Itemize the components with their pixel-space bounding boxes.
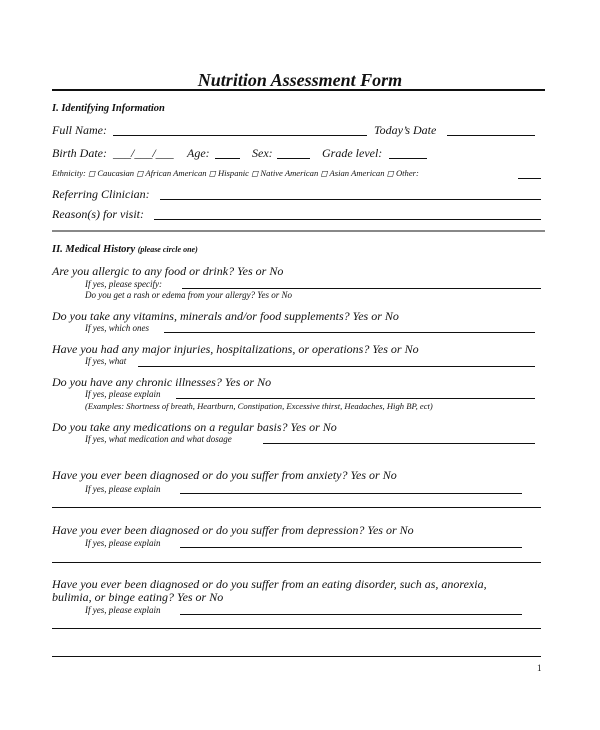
answer-field[interactable] bbox=[180, 493, 522, 494]
birth-date-field[interactable]: ___/___/___ bbox=[113, 146, 174, 160]
answer-field[interactable] bbox=[180, 614, 522, 615]
question-followup: If yes, please explain bbox=[85, 538, 161, 548]
sex-field[interactable] bbox=[277, 158, 310, 159]
reason-field[interactable] bbox=[154, 219, 541, 220]
reason-label: Reason(s) for visit: bbox=[52, 207, 144, 221]
question: Do you have any chronic illnesses? Yes or No bbox=[52, 375, 272, 389]
grade-field[interactable] bbox=[389, 158, 427, 159]
question: Are you allergic to any food or drink? Yes or No bbox=[52, 264, 284, 278]
section-heading: II. Medical History (please circle one) bbox=[52, 244, 198, 255]
question-extra: Do you get a rash or edema from your allergy? Yes or No bbox=[85, 290, 292, 300]
full-name-label: Full Name: bbox=[52, 123, 107, 137]
question: Have you ever been diagnosed or do you suffer from anxiety? Yes or No bbox=[52, 468, 397, 482]
answer-field[interactable] bbox=[52, 562, 541, 563]
question: Do you take any vitamins, minerals and/or food supplements? Yes or No bbox=[52, 309, 399, 323]
todays-date-field[interactable] bbox=[447, 135, 535, 136]
question: Have you had any major injuries, hospitalizations, or operations? Yes or No bbox=[52, 342, 419, 356]
page-title: Nutrition Assessment Form bbox=[197, 70, 403, 90]
page-number: 1 bbox=[537, 663, 542, 673]
divider bbox=[52, 230, 545, 232]
question-followup: If yes, what medication and what dosage bbox=[85, 434, 232, 444]
clinician-label: Referring Clinician: bbox=[52, 187, 150, 201]
question-followup: If yes, please explain bbox=[85, 605, 161, 615]
question-extra: (Examples: Shortness of breath, Heartburn, Constipation, Excessive thirst, Headaches, High BP, ect) bbox=[85, 401, 433, 411]
age-field[interactable] bbox=[215, 158, 240, 159]
question-followup: If yes, which ones bbox=[85, 323, 149, 333]
full-name-field[interactable] bbox=[113, 135, 367, 136]
birth-date-label: Birth Date: bbox=[52, 146, 107, 160]
ethnicity-other-field[interactable] bbox=[518, 178, 541, 179]
question-followup: If yes, please explain bbox=[85, 389, 161, 399]
answer-field[interactable] bbox=[52, 507, 541, 508]
answer-field[interactable] bbox=[180, 547, 522, 548]
todays-date-label: Today’s Date bbox=[374, 123, 437, 137]
question-followup: If yes, what bbox=[85, 356, 127, 366]
grade-label: Grade level: bbox=[322, 146, 383, 160]
answer-field[interactable] bbox=[263, 443, 535, 444]
answer-field[interactable] bbox=[52, 628, 541, 629]
question-followup: If yes, please explain bbox=[85, 484, 161, 494]
age-label: Age: bbox=[187, 146, 210, 160]
answer-field[interactable] bbox=[176, 398, 535, 399]
question: Do you take any medications on a regular basis? Yes or No bbox=[52, 420, 337, 434]
divider bbox=[52, 89, 545, 91]
answer-field[interactable] bbox=[182, 288, 541, 289]
answer-field[interactable] bbox=[138, 366, 535, 367]
section-heading: I. Identifying Information bbox=[52, 103, 165, 114]
answer-field[interactable] bbox=[164, 332, 535, 333]
question: Have you ever been diagnosed or do you suffer from depression? Yes or No bbox=[52, 523, 414, 537]
clinician-field[interactable] bbox=[160, 199, 541, 200]
ethnicity-options[interactable]: Ethnicity: ◻ Caucasian ◻ African American ◻ Hispanic ◻ Native American ◻ Asian American ◻ Other: bbox=[52, 168, 419, 178]
question: Have you ever been diagnosed or do you suffer from an eating disorder, such as, anorexia, bbox=[52, 577, 487, 591]
sex-label: Sex: bbox=[252, 146, 273, 160]
question-followup: If yes, please specify: bbox=[85, 279, 162, 289]
question-continued: bulimia, or binge eating? Yes or No bbox=[52, 590, 224, 604]
footer-divider bbox=[52, 656, 541, 657]
